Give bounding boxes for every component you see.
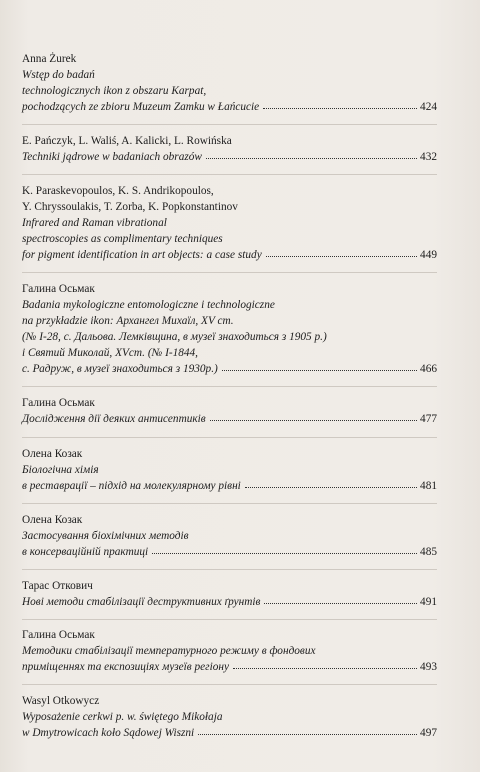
entry-title: pochodzących ze zbioru Muzeum Zamku w Łańcucie [22, 101, 260, 113]
entry-title: na przykładzie ikon: Архангел Михаїл, XV ст. [22, 315, 234, 327]
entry-separator [22, 124, 437, 125]
entry-title-last-line [22, 99, 437, 115]
entry-title: Застосування біохімічних методів [22, 530, 189, 542]
entry-title: Біологічна хімія [22, 464, 99, 476]
entry-authors: Галина Осьмак [22, 629, 95, 641]
entry-title: Wyposażenie cerkwi p. w. świętego Mikołaja [22, 711, 223, 723]
entry-separator [22, 569, 437, 570]
dot-leader [263, 107, 417, 109]
entry-title: Методики стабілізації температурного режиму в фондових [22, 645, 316, 657]
toc-entry[interactable] [22, 693, 437, 741]
toc-entry[interactable] [22, 627, 437, 675]
entry-title: Badania mykologiczne entomologiczne i technologiczne [22, 299, 275, 311]
entry-title: с. Радруж, в музеї знаходиться з 1930р.) [22, 363, 218, 375]
toc-entry[interactable] [22, 133, 437, 165]
toc-entry[interactable] [22, 395, 437, 427]
entry-authors: Тарас Откович [22, 580, 93, 592]
table-of-contents [22, 51, 437, 741]
entry-title-last-line [22, 478, 437, 494]
page-number[interactable]: 493 [420, 661, 437, 673]
entry-separator [22, 619, 437, 620]
entry-separator [22, 272, 437, 273]
entry-title: Infrared and Raman vibrational [22, 217, 167, 229]
dot-leader [152, 552, 417, 554]
dot-leader [198, 733, 417, 735]
entry-title: for pigment identification in art objects: a case study [22, 249, 262, 261]
entry-authors: Галина Осьмак [22, 397, 95, 409]
entry-title-last-line [22, 247, 437, 263]
entry-title: в консерваційній практиці [22, 546, 149, 558]
dot-leader [245, 486, 417, 488]
entry-title-last-line [22, 149, 437, 165]
entry-authors: Галина Осьмак [22, 283, 95, 295]
entry-title: Дослідження дії деяких антисептиків [22, 413, 206, 425]
dot-leader [222, 369, 417, 371]
entry-separator [22, 174, 437, 175]
entry-authors: Wasyl Otkowycz [22, 695, 100, 707]
toc-entry[interactable] [22, 51, 437, 115]
entry-authors: E. Pańczyk, L. Waliś, A. Kalicki, L. Rowińska [22, 135, 232, 147]
entry-title-last-line [22, 659, 437, 675]
page-number[interactable]: 491 [420, 596, 437, 608]
entry-title-last-line [22, 411, 437, 427]
dot-leader [264, 602, 417, 604]
entry-separator [22, 386, 437, 387]
toc-entry[interactable] [22, 281, 437, 377]
entry-title-last-line [22, 594, 437, 610]
entry-authors: K. Paraskevopoulos, K. S. Andrikopoulos, [22, 185, 214, 197]
page-number[interactable]: 485 [420, 546, 437, 558]
entry-separator [22, 684, 437, 685]
entry-separator [22, 437, 437, 438]
entry-title: w Dmytrowicach koło Sądowej Wiszni [22, 727, 195, 739]
page-number[interactable]: 449 [420, 249, 437, 261]
entry-title: (№ І-28, с. Дальова. Лемківщина, в музеї знаходиться з 1905 р.) [22, 331, 327, 343]
page-number[interactable]: 477 [420, 413, 437, 425]
entry-authors: Олена Козак [22, 514, 83, 526]
entry-title: spectroscopies as complimentary techniques [22, 233, 223, 245]
toc-entry[interactable] [22, 183, 437, 263]
dot-leader [266, 255, 417, 257]
page-number[interactable]: 424 [420, 101, 437, 113]
page-number[interactable]: 466 [420, 363, 437, 375]
entry-authors: Олена Козак [22, 448, 83, 460]
entry-separator [22, 503, 437, 504]
entry-title: technologicznych ikon z obszaru Karpat, [22, 85, 207, 97]
entry-title-last-line [22, 544, 437, 560]
toc-entry[interactable] [22, 446, 437, 494]
entry-title-last-line [22, 361, 437, 377]
entry-title: Techniki jądrowe w badaniach obrazów [22, 151, 202, 163]
toc-entry[interactable] [22, 578, 437, 610]
page-number[interactable]: 497 [420, 727, 437, 739]
entry-title: Wstęp do badań [22, 69, 95, 81]
entry-title: приміщеннях та експозиціях музеїв регіону [22, 661, 229, 673]
dot-leader [206, 157, 417, 159]
entry-title: в реставрації – підхід на молекулярному рівні [22, 480, 241, 492]
entry-title: Нові методи стабілізації деструктивних ґрунтів [22, 596, 261, 608]
page-number[interactable]: 481 [420, 480, 437, 492]
dot-leader [233, 667, 417, 669]
toc-entry[interactable] [22, 512, 437, 560]
entry-authors: Anna Żurek [22, 53, 77, 65]
dot-leader [210, 419, 417, 421]
entry-authors: Y. Chryssoulakis, T. Zorba, K. Popkonstantinov [22, 201, 238, 213]
entry-title: і Святий Миколай, XVст. (№ І-1844, [22, 347, 199, 359]
page-number[interactable]: 432 [420, 151, 437, 163]
entry-title-last-line [22, 725, 437, 741]
